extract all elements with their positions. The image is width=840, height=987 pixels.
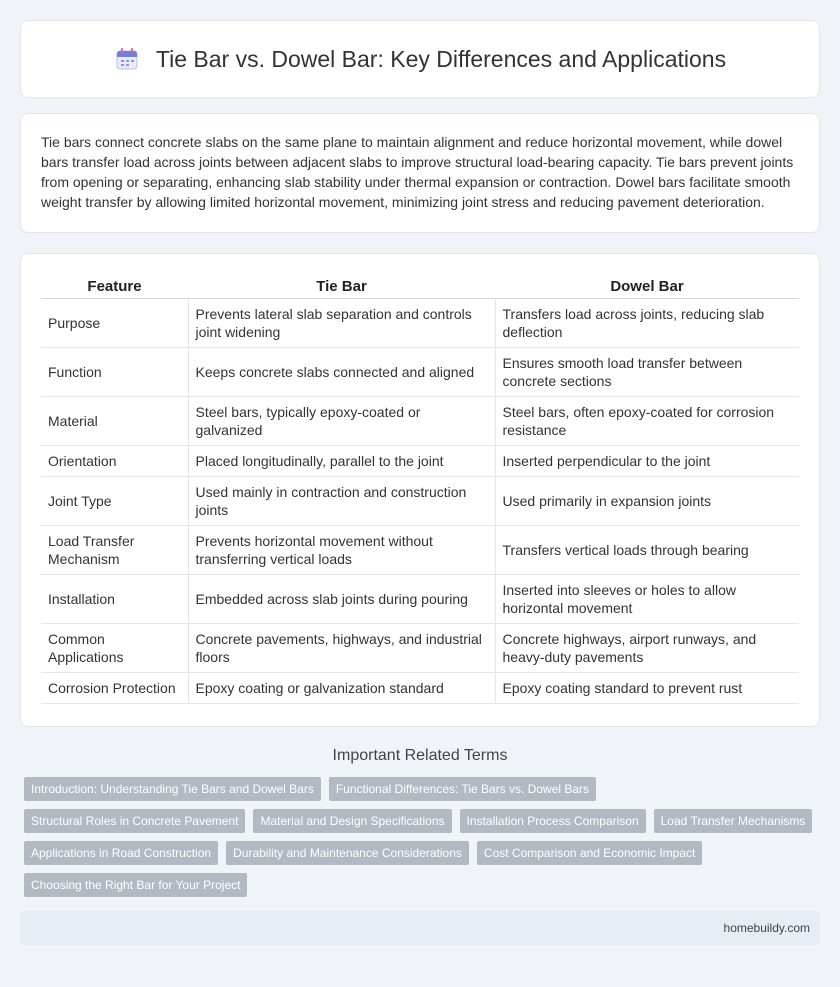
related-terms-title: Important Related Terms: [332, 747, 508, 764]
table-row: [41, 673, 799, 704]
table-row: [41, 348, 799, 397]
dowel-bar-cell: Ensures smooth load transfer between concrete sections: [495, 348, 799, 397]
feature-cell: Purpose: [41, 299, 188, 348]
tie-bar-cell: Prevents lateral slab separation and controls joint widening: [188, 299, 495, 348]
related-terms-tags: [20, 777, 820, 897]
table-row: [41, 526, 799, 575]
page-title: [114, 46, 726, 73]
tie-bar-cell: Concrete pavements, highways, and industrial floors: [188, 624, 495, 673]
dowel-bar-cell: Transfers load across joints, reducing slab deflection: [495, 299, 799, 348]
related-term-tag[interactable]: Material and Design Specifications: [253, 809, 451, 833]
table-row: [41, 624, 799, 673]
related-term-tag[interactable]: Introduction: Understanding Tie Bars and Dowel Bars: [24, 777, 321, 801]
dowel-bar-cell: Used primarily in expansion joints: [495, 477, 799, 526]
intro-card: [20, 113, 820, 233]
feature-cell: Joint Type: [41, 477, 188, 526]
dowel-bar-cell: Concrete highways, airport runways, and heavy-duty pavements: [495, 624, 799, 673]
feature-cell: Material: [41, 397, 188, 446]
comparison-table: [41, 276, 799, 704]
tie-bar-cell: Epoxy coating or galvanization standard: [188, 673, 495, 704]
feature-cell: Function: [41, 348, 188, 397]
footer: [20, 911, 820, 945]
table-row: [41, 477, 799, 526]
feature-cell: Orientation: [41, 446, 188, 477]
related-term-tag[interactable]: Installation Process Comparison: [460, 809, 646, 833]
related-term-tag[interactable]: Durability and Maintenance Considerations: [226, 841, 469, 865]
tie-bar-cell: Placed longitudinally, parallel to the joint: [188, 446, 495, 477]
feature-cell: Installation: [41, 575, 188, 624]
comparison-table-card: [20, 253, 820, 727]
dowel-bar-cell: Inserted into sleeves or holes to allow horizontal movement: [495, 575, 799, 624]
dowel-bar-cell: Transfers vertical loads through bearing: [495, 526, 799, 575]
related-term-tag[interactable]: Functional Differences: Tie Bars vs. Dowel Bars: [329, 777, 596, 801]
tie-bar-cell: Used mainly in contraction and construction joints: [188, 477, 495, 526]
related-term-tag[interactable]: Applications in Road Construction: [24, 841, 218, 865]
feature-cell: Corrosion Protection: [41, 673, 188, 704]
dowel-bar-cell: Inserted perpendicular to the joint: [495, 446, 799, 477]
page-title-text: Tie Bar vs. Dowel Bar: Key Differences and Applications: [155, 45, 727, 72]
dowel-bar-cell: Epoxy coating standard to prevent rust: [495, 673, 799, 704]
tie-bar-cell: Embedded across slab joints during pouring: [188, 575, 495, 624]
tie-bar-cell: Steel bars, typically epoxy-coated or galvanized: [188, 397, 495, 446]
feature-cell: Load Transfer Mechanism: [41, 526, 188, 575]
related-terms-section: [20, 747, 820, 897]
table-header-row: [41, 276, 799, 299]
feature-cell: Common Applications: [41, 624, 188, 673]
calendar-icon: [114, 46, 140, 72]
table-row: [41, 575, 799, 624]
tie-bar-cell: Keeps concrete slabs connected and aligned: [188, 348, 495, 397]
related-term-tag[interactable]: Choosing the Right Bar for Your Project: [24, 873, 247, 897]
title-card: [20, 20, 820, 98]
header-feature: Feature: [41, 276, 188, 299]
table-row: [41, 299, 799, 348]
footer-site-link[interactable]: homebuildy.com: [723, 921, 810, 935]
related-term-tag[interactable]: Cost Comparison and Economic Impact: [477, 841, 702, 865]
intro-text: Tie bars connect concrete slabs on the same plane to maintain alignment and reduce horizontal movement, while dowel bars transfer load across joints between adjacent slabs to improve structural load-bearing capacity. Tie bars prevent joints from opening or separating, enhancing slab stability under thermal expansion or contraction. Dowel bars facilitate smooth weight transfer by allowing limited horizontal movement, minimizing joint stress and reducing pavement deterioration.: [41, 134, 794, 210]
header-dowel-bar: Dowel Bar: [495, 276, 799, 299]
related-term-tag[interactable]: Structural Roles in Concrete Pavement: [24, 809, 245, 833]
table-row: [41, 446, 799, 477]
related-term-tag[interactable]: Load Transfer Mechanisms: [654, 809, 813, 833]
dowel-bar-cell: Steel bars, often epoxy-coated for corrosion resistance: [495, 397, 799, 446]
tie-bar-cell: Prevents horizontal movement without transferring vertical loads: [188, 526, 495, 575]
table-row: [41, 397, 799, 446]
header-tie-bar: Tie Bar: [188, 276, 495, 299]
